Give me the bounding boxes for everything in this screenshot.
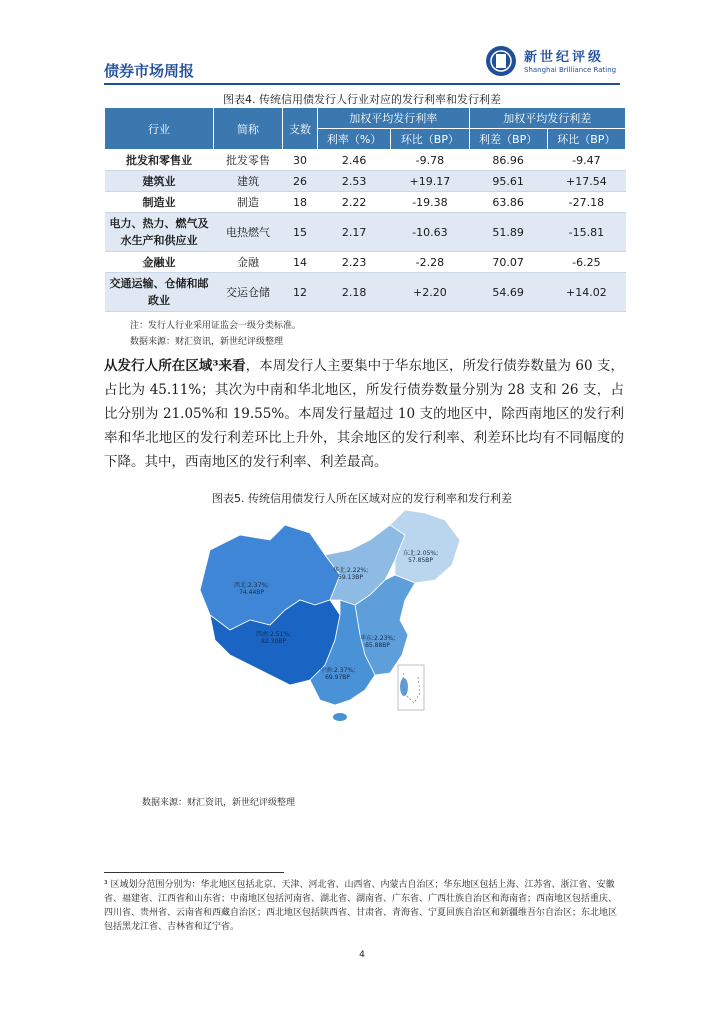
cell-spread: 95.61	[469, 171, 547, 192]
cell-industry: 制造业	[105, 192, 214, 213]
page-number: 4	[359, 950, 365, 960]
cell-spread: 51.89	[469, 213, 547, 252]
cell-rate: 2.22	[318, 192, 391, 213]
cell-spread: 70.07	[469, 252, 547, 273]
logo-text-cn: 新世纪评级	[524, 50, 605, 65]
label-central-south: 中南:2.37%; 69.97BP	[320, 667, 356, 681]
logo-icon	[484, 44, 518, 78]
cell-rate-chg: -19.38	[391, 192, 469, 213]
cell-count: 14	[283, 252, 318, 273]
header-group-rate: 加权平均发行利率	[318, 108, 470, 129]
paragraph-lead: 从发行人所在区域³来看	[104, 358, 246, 374]
map-svg	[190, 505, 480, 775]
logo-text-en: Shanghai Brilliance Rating	[524, 66, 617, 74]
header-abbr: 简称	[214, 108, 283, 150]
cell-rate: 2.53	[318, 171, 391, 192]
cell-industry: 金融业	[105, 252, 214, 273]
table-row	[105, 192, 626, 213]
footnote-rule	[104, 872, 284, 873]
table-row	[105, 150, 626, 171]
table-row	[105, 273, 626, 312]
label-north: 华北:2.22%; 59.13BP	[333, 567, 369, 581]
cell-rate: 2.46	[318, 150, 391, 171]
header-rule	[104, 83, 620, 85]
cell-rate: 2.23	[318, 252, 391, 273]
cell-spread: 54.69	[469, 273, 547, 312]
cell-rate-chg: -9.78	[391, 150, 469, 171]
footnote: ³ 区域划分范围分别为：华北地区包括北京、天津、河北省、山西省、内蒙古自治区；华东地区包括上海、江苏省、浙江省、安徽省、福建省、江西省和山东省；中南地区包括河南省、湖北省、湖南省、广东省、广西壮族自治区和海南省；西南地区包括重庆、四川省、贵州省、云南省和西藏自治区；西北地区包括陕西省、甘肃省、青海省、宁夏回族自治区和新疆维吾尔自治区；东北地区包括黑龙江省、吉林省和辽宁省。	[104, 880, 618, 932]
cell-count: 30	[283, 150, 318, 171]
cell-spread-chg: -9.47	[547, 150, 625, 171]
cell-spread-chg: +17.54	[547, 171, 625, 192]
map-source: 数据来源：财汇资讯，新世纪评级整理	[142, 798, 296, 808]
cell-abbr: 建筑	[214, 171, 283, 192]
cell-rate: 2.17	[318, 213, 391, 252]
cell-spread: 86.96	[469, 150, 547, 171]
cell-industry: 交通运输、仓储和邮政业	[105, 273, 214, 312]
logo	[484, 44, 624, 80]
cell-spread: 63.86	[469, 192, 547, 213]
cell-rate-chg: +2.20	[391, 273, 469, 312]
header-industry: 行业	[105, 108, 214, 150]
header-spread-chg: 环比（BP）	[547, 129, 625, 150]
cell-spread-chg: -6.25	[547, 252, 625, 273]
body-paragraph	[104, 354, 624, 474]
table-row	[105, 171, 626, 192]
cell-count: 18	[283, 192, 318, 213]
label-northeast: 东北:2.05%; 57.85BP	[403, 550, 439, 564]
cell-abbr: 金融	[214, 252, 283, 273]
table-caption: 图表4. 传统信用债发行人行业对应的发行利率和发行利差	[223, 93, 501, 106]
report-title: 债券市场周报	[104, 62, 195, 80]
cell-abbr: 电热燃气	[214, 213, 283, 252]
label-southwest: 西南:2.51%; 82.30BP	[256, 631, 292, 645]
cell-rate-chg: -10.63	[391, 213, 469, 252]
cell-count: 26	[283, 171, 318, 192]
china-region-map	[190, 505, 480, 775]
label-east: 华东:2.23%; 65.88BP	[360, 635, 396, 649]
header-spread: 利差（BP）	[469, 129, 547, 150]
header-rate-chg: 环比（BP）	[391, 129, 469, 150]
cell-industry: 批发和零售业	[105, 150, 214, 171]
cell-abbr: 制造	[214, 192, 283, 213]
cell-abbr: 交运仓储	[214, 273, 283, 312]
cell-count: 15	[283, 213, 318, 252]
map-caption: 图表5. 传统信用债发行人所在区域对应的发行利率和发行利差	[212, 492, 512, 505]
label-northwest: 西北:2.37%; 74.44BP	[234, 582, 270, 596]
paragraph-body: ，本周发行人主要集中于华东地区，所发行债券数量为 60 支，占比为 45.11%；其次为中南和华北地区，所发行债券数量分别为 28 支和 26 支，占比分别为 21.05%和 19.55%。本周发行量超过 10 支的地区中，除西南地区的发行利率和华北地区的发行利差环比上升外，其余地区的发行利率、利差环比均有不同幅度的下降。其中，西南地区的发行利率、利差最高。	[104, 358, 624, 470]
header-count: 支数	[283, 108, 318, 150]
cell-abbr: 批发零售	[214, 150, 283, 171]
table-note: 注：发行人行业采用证监会一级分类标准。	[130, 321, 302, 331]
header-rate: 利率（%）	[318, 129, 391, 150]
region-northeast	[390, 510, 460, 583]
cell-count: 12	[283, 273, 318, 312]
table-source: 数据来源：财汇资讯，新世纪评级整理	[130, 337, 284, 347]
cell-rate-chg: +19.17	[391, 171, 469, 192]
cell-spread-chg: -27.18	[547, 192, 625, 213]
region-hainan	[333, 713, 347, 721]
table-row	[105, 252, 626, 273]
region-taiwan	[400, 678, 408, 696]
cell-industry: 建筑业	[105, 171, 214, 192]
cell-spread-chg: +14.02	[547, 273, 625, 312]
table-row	[105, 213, 626, 252]
header-group-spread: 加权平均发行利差	[469, 108, 625, 129]
industry-table	[104, 107, 626, 312]
cell-industry: 电力、热力、燃气及水生产和供应业	[105, 213, 214, 252]
cell-rate-chg: -2.28	[391, 252, 469, 273]
cell-rate: 2.18	[318, 273, 391, 312]
cell-spread-chg: -15.81	[547, 213, 625, 252]
